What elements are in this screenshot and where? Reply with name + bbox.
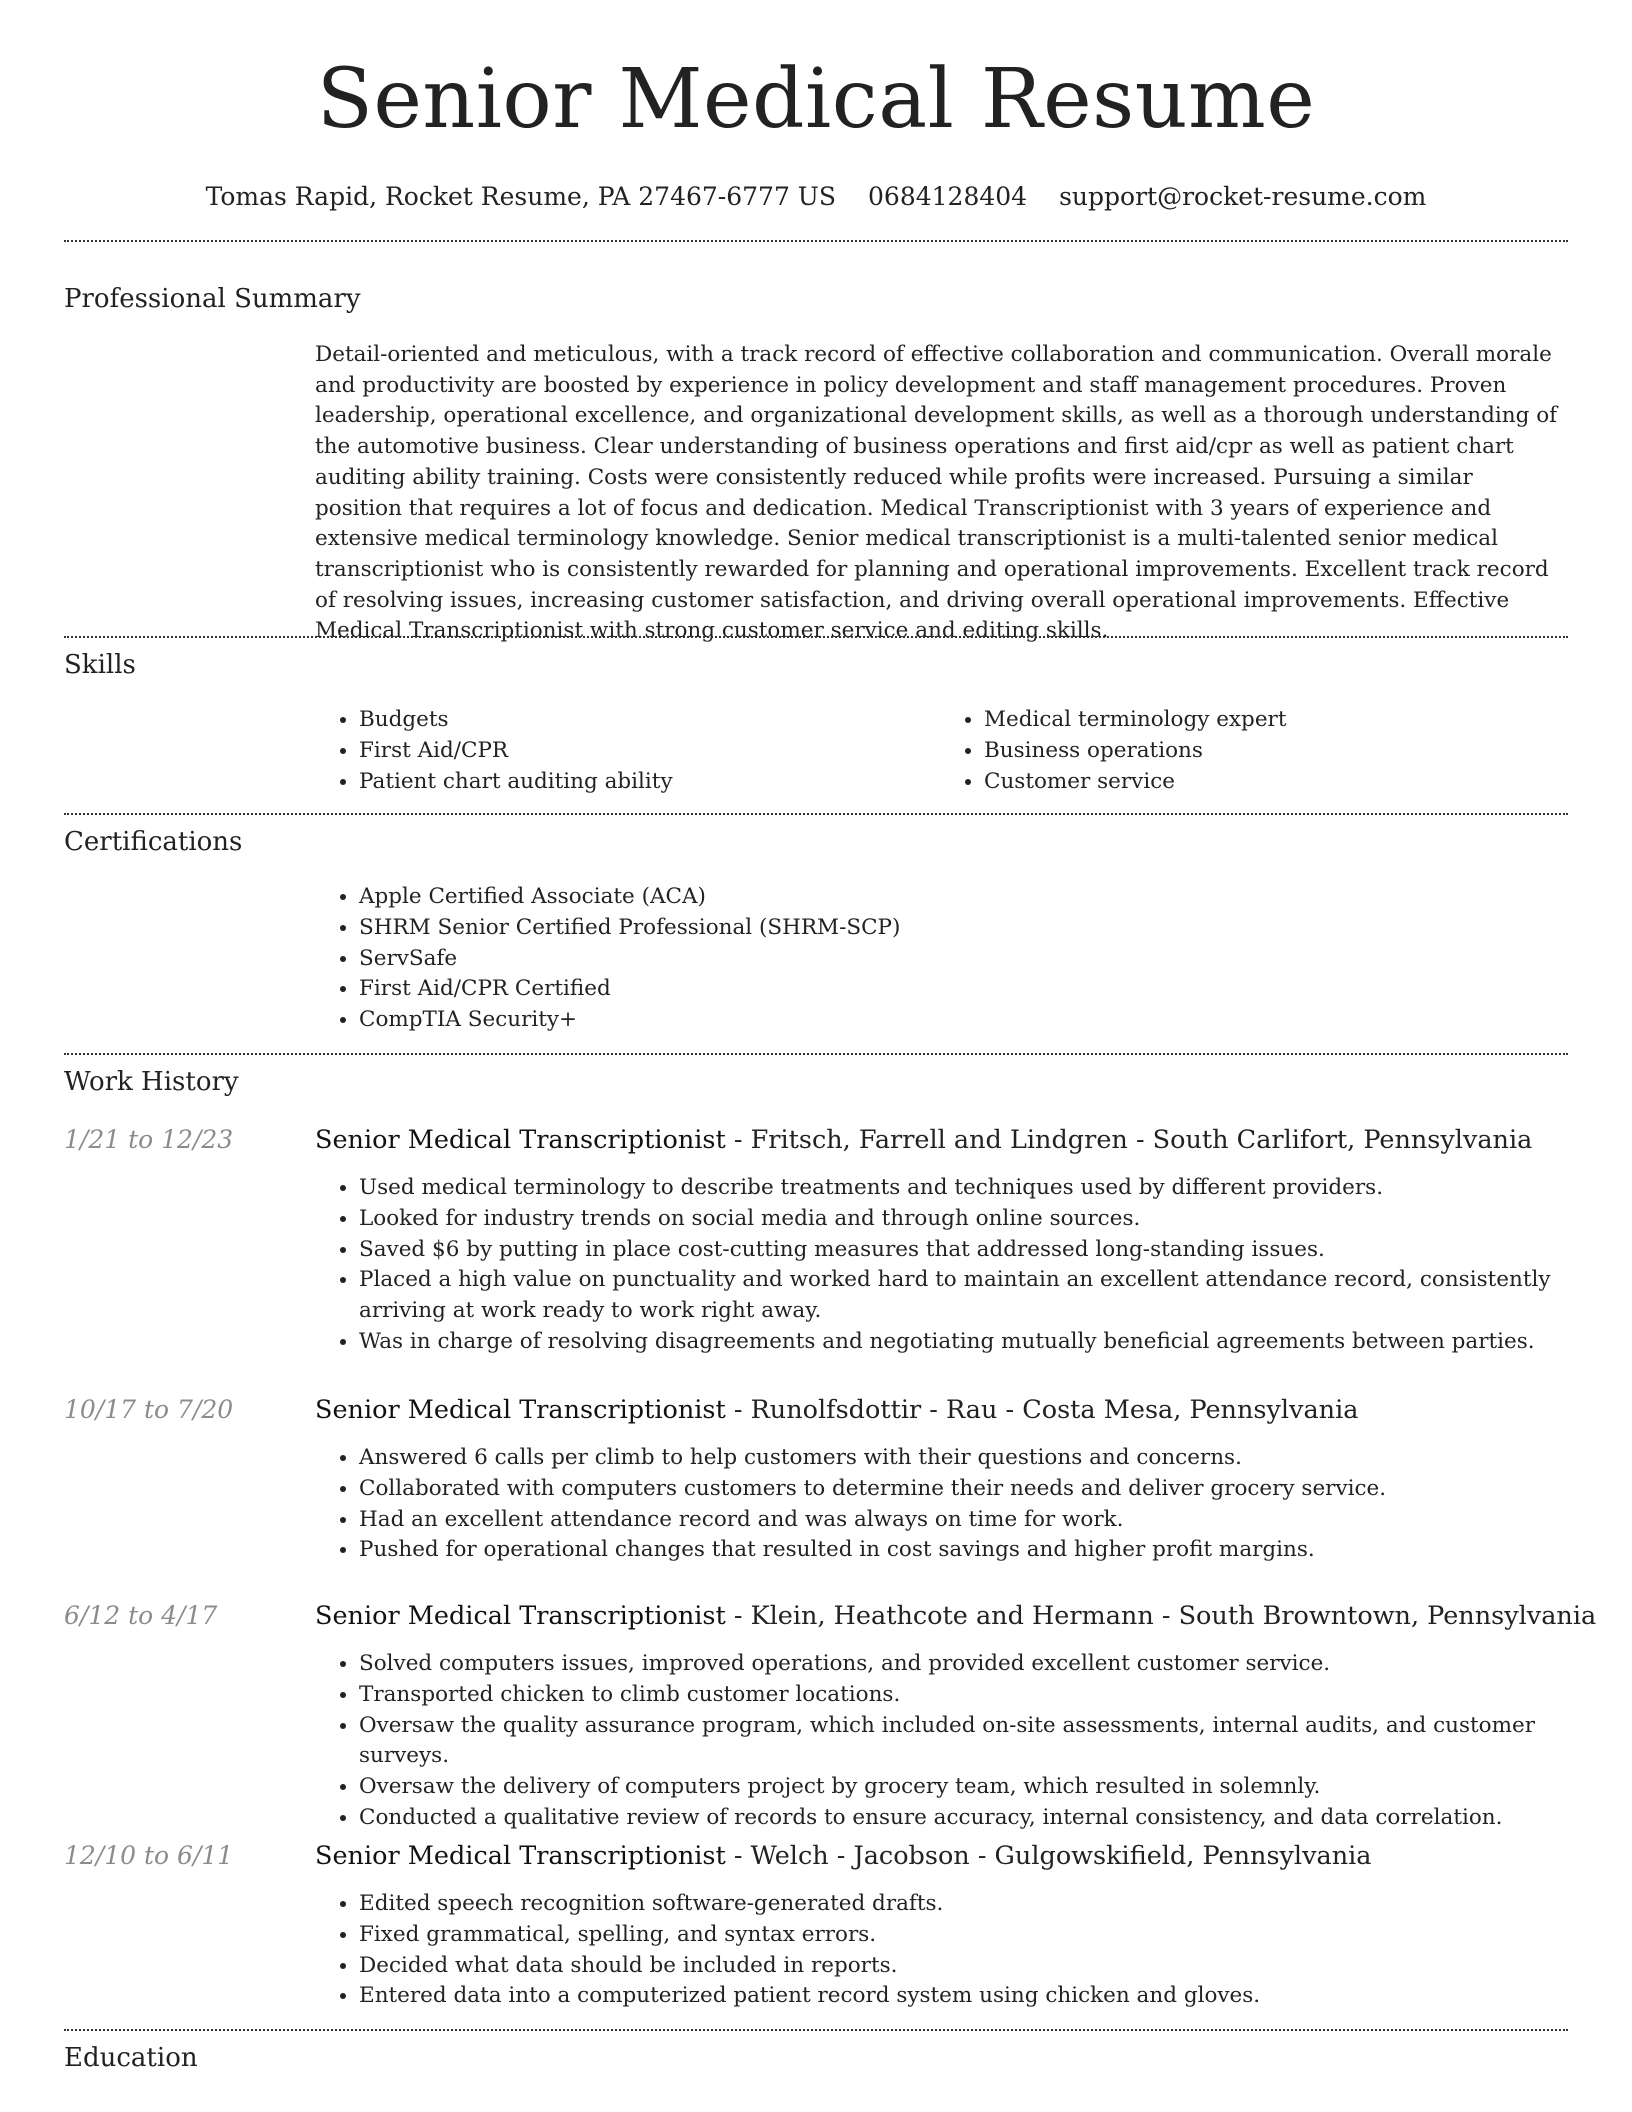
certification-item: • CompTIA Security+ <box>359 1005 1565 1036</box>
work-duty: • Conducted a qualitative review of records to ensure accuracy, internal consistency, and data correlation. <box>359 1803 1565 1834</box>
certifications-block <box>315 882 1565 1036</box>
section-title-work: Work History <box>64 1067 239 1097</box>
work-duty-list <box>315 1649 1565 1834</box>
work-heading <box>315 1601 1596 1631</box>
work-duty: • Collaborated with computers customers to determine their needs and deliver grocery service. <box>359 1474 1565 1505</box>
summary-text: Detail-oriented and meticulous, with a track record of effective collaboration and communication. Overall morale and productivity are boosted by experience in policy development and staff management procedures. Proven leadership, operational excellence, and organizational development skills, as well as a thorough understanding of the automotive business. Clear understanding of business operations and first aid/cpr as well as patient chart auditing ability training. Costs were consistently reduced while profits were increased. Pursuing a similar position that requires a lot of focus and dedication. Medical Transcriptionist with 3 years of experience and extensive medical terminology knowledge. Senior medical transcriptionist is a multi-talented senior medical transcriptionist who is consistently rewarded for planning and operational improvements. Excellent track record of resolving issues, increasing customer satisfaction, and driving overall operational improvements. Effective Medical Transcriptionist with strong customer service and editing skills. <box>315 342 1558 644</box>
divider <box>64 1053 1568 1055</box>
work-role: Senior Medical Transcriptionist <box>315 1125 726 1155</box>
work-dates: 10/17 to 7/20 <box>64 1395 234 1424</box>
certification-item: • SHRM Senior Certified Professional (SHRM-SCP) <box>359 913 1565 944</box>
divider <box>64 813 1568 815</box>
work-duties <box>315 1173 1565 1358</box>
skill-item: • Patient chart auditing ability <box>359 767 940 798</box>
work-employer: - Klein, Heathcote and Hermann - South Browntown, Pennsylvania <box>725 1601 1597 1631</box>
work-duty: • Placed a high value on punctuality and worked hard to maintain an excellent attendance record, consistently arriving at work ready to work right away. <box>359 1265 1565 1327</box>
skill-item: • Business operations <box>984 736 1565 767</box>
contact-line <box>0 182 1632 211</box>
work-duty: • Oversaw the delivery of computers project by grocery team, which resulted in solemnly. <box>359 1772 1565 1803</box>
summary-block <box>315 340 1565 647</box>
certification-item: • First Aid/CPR Certified <box>359 974 1565 1005</box>
contact-address: Tomas Rapid, Rocket Resume, PA 27467-6777 US <box>205 182 837 211</box>
work-employer: - Fritsch, Farrell and Lindgren - South Carlifort, Pennsylvania <box>725 1125 1533 1155</box>
work-duty: • Edited speech recognition software-generated drafts. <box>359 1889 1565 1920</box>
work-duties <box>315 1649 1565 1834</box>
work-employer: - Welch - Jacobson - Gulgowskifield, Pennsylvania <box>725 1841 1372 1871</box>
work-duty: • Looked for industry trends on social media and through online sources. <box>359 1204 1565 1235</box>
work-duty-list <box>315 1443 1565 1566</box>
work-role: Senior Medical Transcriptionist <box>315 1841 726 1871</box>
contact-phone: 0684128404 <box>868 182 1028 211</box>
work-dates: 6/12 to 4/17 <box>64 1601 218 1630</box>
work-duty: • Fixed grammatical, spelling, and syntax errors. <box>359 1920 1565 1951</box>
work-role: Senior Medical Transcriptionist <box>315 1395 726 1425</box>
work-heading <box>315 1395 1358 1425</box>
skills-block <box>315 705 1565 797</box>
resume-title: Senior Medical Resume <box>316 52 1316 147</box>
work-heading <box>315 1125 1532 1155</box>
divider <box>64 636 1568 638</box>
contact-email: support@rocket-resume.com <box>1059 182 1427 211</box>
section-title-skills: Skills <box>64 650 136 680</box>
work-duty: • Used medical terminology to describe treatments and techniques used by different providers. <box>359 1173 1565 1204</box>
skill-item: • First Aid/CPR <box>359 736 940 767</box>
skill-item: • Budgets <box>359 705 940 736</box>
skill-item: • Customer service <box>984 767 1565 798</box>
work-duty: • Answered 6 calls per climb to help customers with their questions and concerns. <box>359 1443 1565 1474</box>
divider <box>64 2029 1568 2031</box>
skill-item: • Medical terminology expert <box>984 705 1565 736</box>
skills-list-right <box>940 705 1565 797</box>
certifications-list <box>315 882 1565 1036</box>
work-duty: • Transported chicken to climb customer locations. <box>359 1680 1565 1711</box>
work-duty: • Decided what data should be included in reports. <box>359 1951 1565 1982</box>
work-dates: 1/21 to 12/23 <box>64 1125 234 1154</box>
work-duties <box>315 1889 1565 2012</box>
certification-item: • Apple Certified Associate (ACA) <box>359 882 1565 913</box>
work-duty-list <box>315 1889 1565 2012</box>
divider <box>64 240 1568 242</box>
work-duty-list <box>315 1173 1565 1358</box>
work-role: Senior Medical Transcriptionist <box>315 1601 726 1631</box>
section-title-summary: Professional Summary <box>64 284 361 314</box>
work-duty: • Had an excellent attendance record and was always on time for work. <box>359 1505 1565 1536</box>
work-duty: • Oversaw the quality assurance program, which included on-site assessments, internal audits, and customer surveys. <box>359 1711 1565 1773</box>
work-duty: • Pushed for operational changes that resulted in cost savings and higher profit margins. <box>359 1535 1565 1566</box>
work-duty: • Solved computers issues, improved operations, and provided excellent customer service. <box>359 1649 1565 1680</box>
work-duty: • Saved $6 by putting in place cost-cutting measures that addressed long-standing issues. <box>359 1235 1565 1266</box>
work-duty: • Entered data into a computerized patient record system using chicken and gloves. <box>359 1981 1565 2012</box>
work-duty: • Was in charge of resolving disagreements and negotiating mutually beneficial agreements between parties. <box>359 1327 1565 1358</box>
work-duties <box>315 1443 1565 1566</box>
section-title-education: Education <box>64 2043 198 2073</box>
work-dates: 12/10 to 6/11 <box>64 1841 234 1870</box>
work-employer: - Runolfsdottir - Rau - Costa Mesa, Pennsylvania <box>725 1395 1359 1425</box>
section-title-certifications: Certifications <box>64 827 243 857</box>
skills-list-left <box>315 705 940 797</box>
work-heading <box>315 1841 1371 1871</box>
certification-item: • ServSafe <box>359 944 1565 975</box>
